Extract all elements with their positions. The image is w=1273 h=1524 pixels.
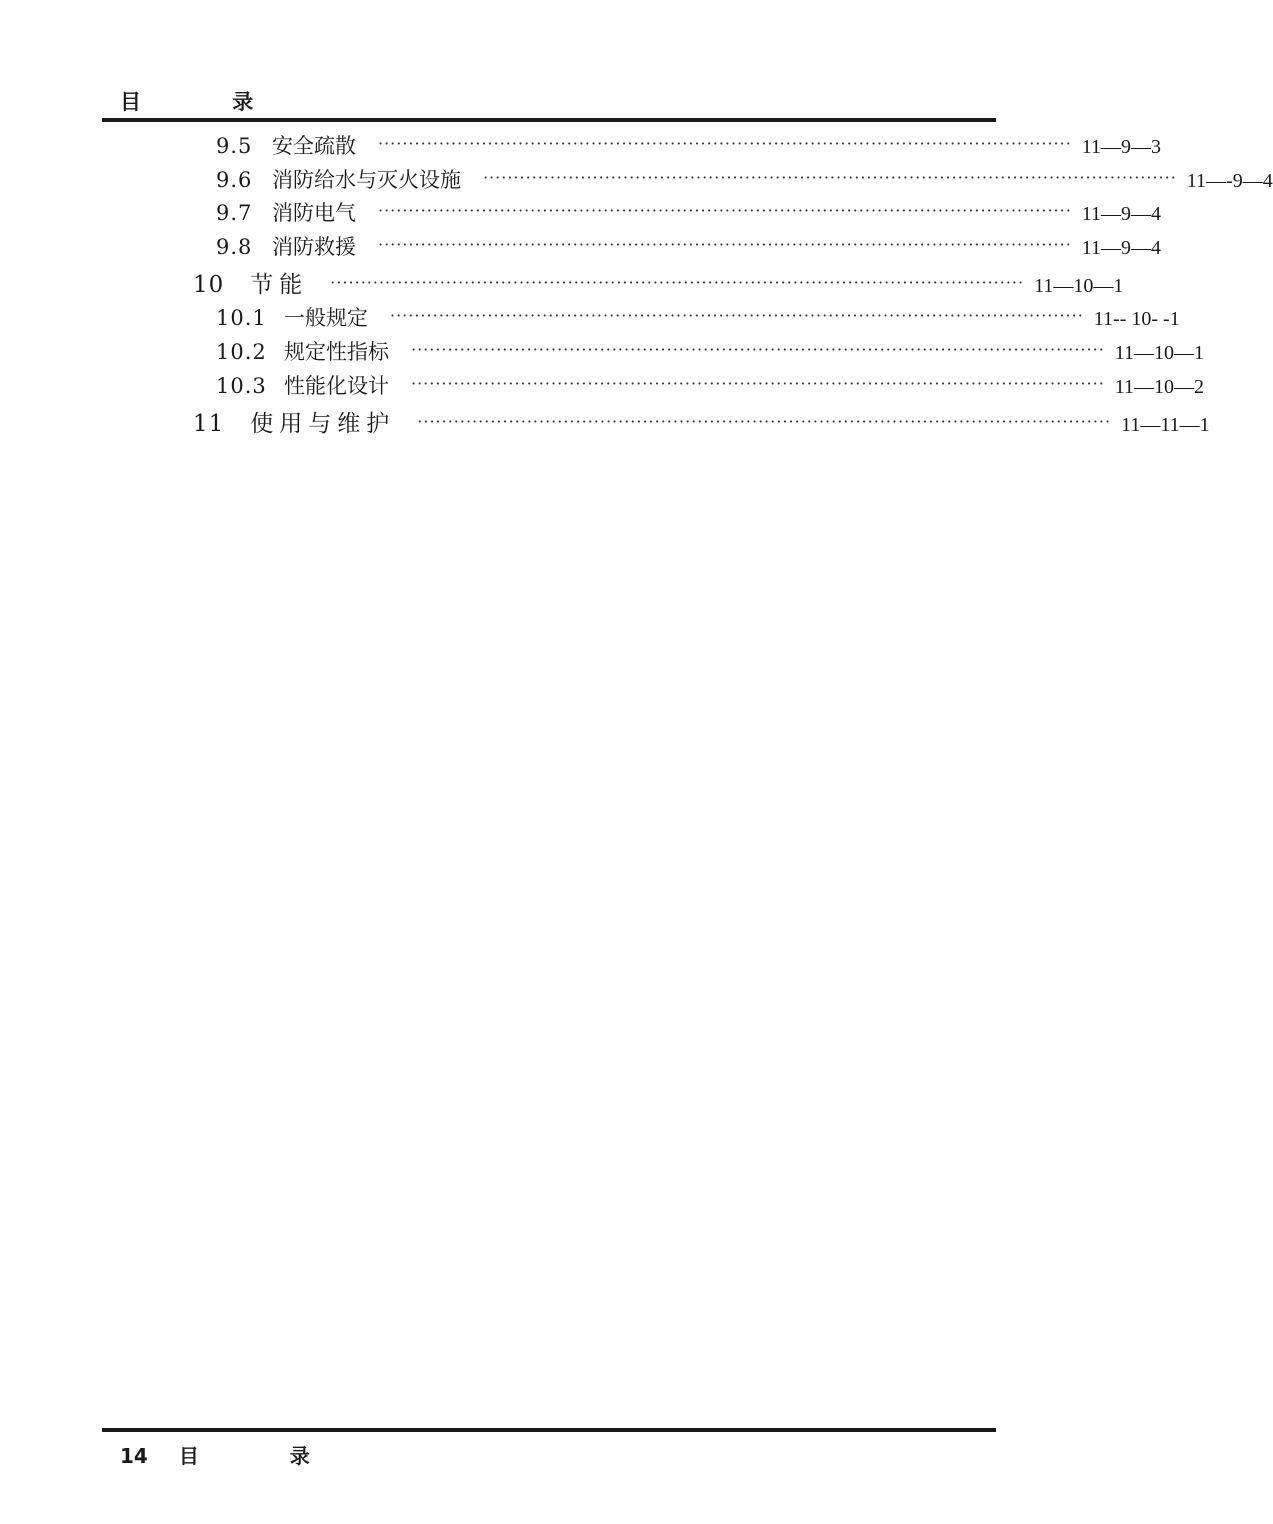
toc-entry-page: 11—9—4 (1081, 237, 1162, 259)
dot-leader: ·················································································································· (483, 168, 1177, 187)
dot-leader: ·················································································································· (390, 306, 1084, 325)
footer-title: 目 录 (178, 1444, 352, 1468)
dot-leader: ·················································································································· (378, 235, 1072, 254)
toc-entry-9-8[interactable] (216, 231, 1162, 261)
toc-entry-number: 10.2 (216, 340, 267, 364)
dot-leader: ·················································································································· (411, 340, 1105, 359)
footer-rule (102, 1428, 996, 1432)
toc-entry-9-7[interactable] (216, 197, 1162, 227)
dot-leader: ·················································································································· (330, 273, 1025, 292)
toc-entry-title: 安全疏散 (272, 134, 356, 158)
toc-entry-number: 10.1 (216, 306, 267, 330)
dot-leader: ·················································································································· (417, 412, 1112, 431)
page-footer (120, 1440, 352, 1469)
toc-entry-title: 性能化设计 (284, 374, 389, 398)
toc-entry-page: 11—-9—4 (1186, 170, 1273, 192)
toc-chapter-title: 节能 (250, 272, 309, 298)
toc-entry-page: 11—9—4 (1081, 203, 1162, 225)
toc-entry-title: 规定性指标 (284, 340, 389, 364)
dot-leader: ·················································································································· (378, 201, 1072, 220)
toc-entry-page: 11—10—1 (1114, 342, 1205, 364)
toc-entry-title: 消防给水与灭火设施 (272, 168, 461, 192)
toc-chapter-page: 11—11—1 (1121, 414, 1210, 436)
toc-entry-number: 9.7 (216, 201, 253, 225)
toc-entry-page: 11—9—3 (1081, 136, 1162, 158)
toc-entry-10-3[interactable] (216, 370, 1205, 400)
toc-entry-page: 11—10—2 (1114, 376, 1205, 398)
toc-entry-number: 9.8 (216, 235, 253, 259)
header-rule (102, 118, 996, 122)
toc-entry-page: 11-- 10- -1 (1093, 308, 1180, 330)
toc-chapter-10[interactable] (193, 266, 1124, 299)
dot-leader: ·················································································································· (411, 374, 1105, 393)
toc-chapter-title: 使用与维护 (250, 411, 396, 437)
toc-entry-9-6[interactable] (216, 164, 1273, 194)
toc-entry-10-1[interactable] (216, 302, 1180, 332)
toc-chapter-11[interactable] (193, 405, 1210, 438)
toc-chapter-number: 10 (193, 272, 225, 298)
footer-page-number: 14 (120, 1444, 148, 1468)
toc-entry-number: 10.3 (216, 374, 267, 398)
toc-entry-number: 9.6 (216, 168, 253, 192)
toc-entry-9-5[interactable] (216, 130, 1162, 160)
toc-chapter-number: 11 (193, 411, 225, 437)
toc-entry-title: 消防电气 (272, 201, 356, 225)
toc-entry-title: 一般规定 (284, 306, 368, 330)
toc-entry-number: 9.5 (216, 134, 253, 158)
toc-chapter-page: 11—10—1 (1034, 275, 1124, 297)
toc-entry-title: 消防救援 (272, 235, 356, 259)
page-header-title: 目 录 (120, 90, 296, 114)
dot-leader: ·················································································································· (378, 134, 1072, 153)
toc-entry-10-2[interactable] (216, 336, 1205, 366)
